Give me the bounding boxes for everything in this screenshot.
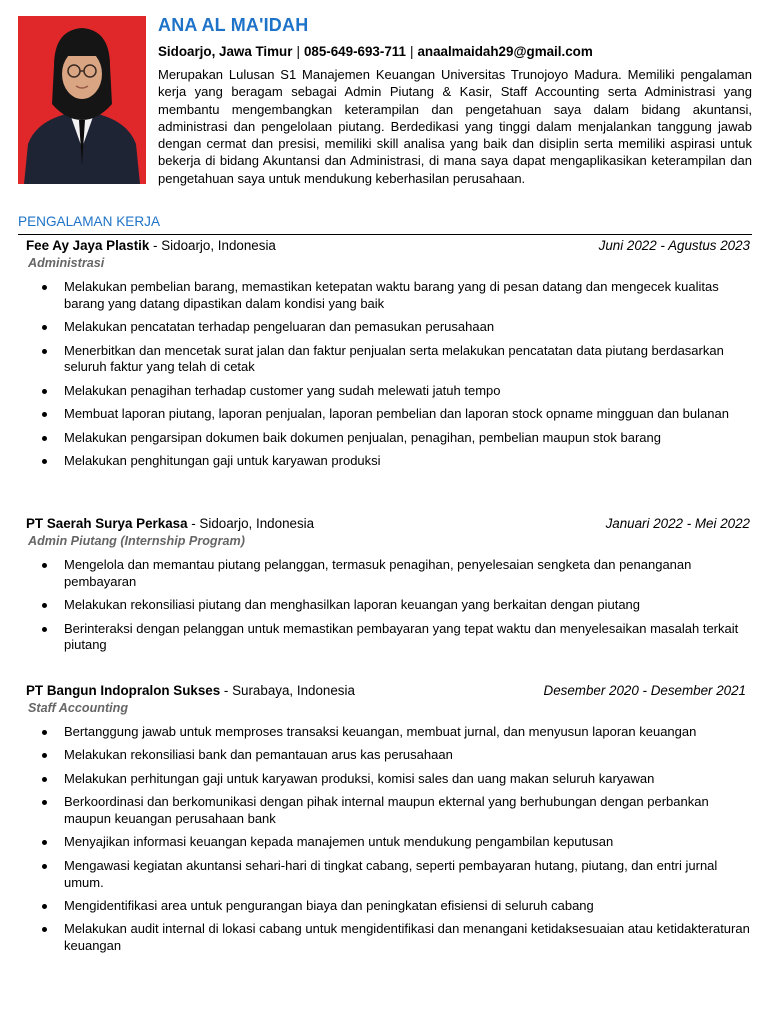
company-name: Fee Ay Jaya Plastik bbox=[26, 238, 150, 253]
section-divider bbox=[18, 234, 752, 235]
candidate-name: ANA AL MA'IDAH bbox=[158, 15, 309, 35]
company-name: PT Bangun Indopralon Sukses bbox=[26, 683, 221, 698]
task-item: Bertanggung jawab untuk memproses transaksi keuangan, membuat jurnal, dan menyusun laporan keuangan bbox=[26, 724, 752, 741]
task-list bbox=[26, 724, 752, 955]
job-header bbox=[26, 238, 752, 255]
job-role: Admin Piutang (Internship Program) bbox=[28, 534, 245, 548]
job-dates: Juni 2022 - Agustus 2023 bbox=[598, 238, 750, 253]
email-link[interactable]: anaalmaidah29@gmail.com bbox=[417, 44, 593, 59]
task-item: Melakukan rekonsiliasi bank dan pemantauan arus kas perusahaan bbox=[26, 747, 752, 764]
company-location: - Surabaya, Indonesia bbox=[220, 683, 355, 698]
job-header bbox=[26, 683, 752, 700]
job-entry bbox=[26, 238, 752, 476]
task-item: Melakukan audit internal di lokasi cabang untuk mengidentifikasi dan menangani ketidaksesuaian atau ketidakteraturan keuangan bbox=[26, 921, 752, 955]
task-item: Berkoordinasi dan berkomunikasi dengan pihak internal maupun ekternal yang berhubungan dengan perbankan maupun keuangan perusahaan bank bbox=[26, 794, 752, 828]
task-item: Menerbitkan dan mencetak surat jalan dan faktur penjualan serta melakukan pencatatan data piutang berdasarkan seluruh faktur yang telah di cetak bbox=[26, 343, 752, 377]
job-entry bbox=[26, 516, 752, 661]
task-list bbox=[26, 557, 752, 654]
task-item: Menyajikan informasi keuangan kepada manajemen untuk mendukung pengambilan keputusan bbox=[26, 834, 752, 851]
location-text: Sidoarjo, Jawa Timur bbox=[158, 44, 293, 59]
phone-text: 085-649-693-711 bbox=[303, 44, 406, 59]
job-role: Administrasi bbox=[28, 256, 105, 270]
person-portrait-icon bbox=[18, 16, 146, 184]
company-location: - Sidoarjo, Indonesia bbox=[149, 238, 276, 253]
job-header bbox=[26, 516, 752, 533]
contact-separator: | bbox=[409, 44, 414, 59]
task-item: Melakukan penagihan terhadap customer yang sudah melewati jatuh tempo bbox=[26, 383, 752, 400]
contact-line bbox=[158, 44, 593, 59]
task-item: Mengelola dan memantau piutang pelanggan, termasuk penagihan, penyelesaian sengketa dan penanganan pembayaran bbox=[26, 557, 752, 591]
task-list bbox=[26, 279, 752, 470]
job-role: Staff Accounting bbox=[28, 701, 129, 715]
task-item: Membuat laporan piutang, laporan penjualan, laporan pembelian dan laporan stock opname mingguan dan bulanan bbox=[26, 406, 752, 423]
task-item: Berinteraksi dengan pelanggan untuk memastikan pembayaran yang tepat waktu dan menyelesaikan masalah terkait piutang bbox=[26, 621, 752, 655]
task-item: Melakukan pengarsipan dokumen baik dokumen penjualan, penagihan, pembelian maupun stok barang bbox=[26, 430, 752, 447]
task-item: Melakukan pencatatan terhadap pengeluaran dan pemasukan perusahaan bbox=[26, 319, 752, 336]
task-item: Melakukan pembelian barang, memastikan ketepatan waktu barang yang di pesan datang dan mengecek kualitas barang yang datang dipastikan dalam kondisi yang baik bbox=[26, 279, 752, 313]
section-title-experience: PENGALAMAN KERJA bbox=[18, 214, 161, 229]
contact-separator: | bbox=[296, 44, 300, 59]
company-location: - Sidoarjo, Indonesia bbox=[187, 516, 315, 531]
profile-summary: Merupakan Lulusan S1 Manajemen Keuangan Universitas Trunojoyo Madura. Memiliki pengalaman kerja yang beragam sebagai Admin Piutang & Kasir, Staff Accounting serta Administrasi yang membantu mengembangkan keterampilan dan pengetahuan saya dalam bidang akuntansi, administrasi dan pengelolaan piutang. Berdedikasi yang tinggi dalam menjalankan tanggung jawab dengan cermat dan presisi, memiliki skill analisa yang baik dan disiplin serta memiliki aspirasi untuk bekerja di bidang Akuntansi dan Administrasi, di mana saya dapat mengaplikasikan keterampilan dan pengetahuan saya untuk mendukung keberhasilan perusahaan. bbox=[158, 67, 752, 186]
task-item: Melakukan perhitungan gaji untuk karyawan produksi, komisi sales dan uang makan seluruh karyawan bbox=[26, 771, 752, 788]
job-dates: Januari 2022 - Mei 2022 bbox=[605, 516, 750, 531]
task-item: Mengidentifikasi area untuk pengurangan biaya dan peningkatan efisiensi di seluruh cabang bbox=[26, 898, 752, 915]
task-item: Mengawasi kegiatan akuntansi sehari-hari di tingkat cabang, seperti pembayaran hutang, piutang, dan entri jurnal umum. bbox=[26, 858, 752, 892]
job-entry bbox=[26, 683, 752, 962]
task-item: Melakukan rekonsiliasi piutang dan menghasilkan laporan keuangan yang berkaitan dengan piutang bbox=[26, 597, 752, 614]
job-dates: Desember 2020 - Desember 2021 bbox=[543, 683, 746, 698]
profile-photo bbox=[18, 16, 146, 184]
company-name: PT Saerah Surya Perkasa bbox=[26, 516, 188, 531]
task-item: Melakukan penghitungan gaji untuk karyawan produksi bbox=[26, 453, 752, 470]
